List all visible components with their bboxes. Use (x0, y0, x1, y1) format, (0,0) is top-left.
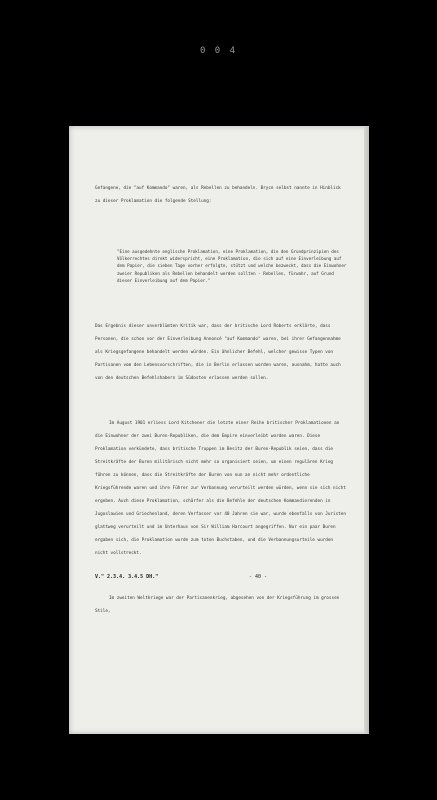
paragraph-2: Im August 1901 erliess Lord Kitchener die letzte einer Reihe britischer Proklamationen an die Einwohner der zwei Buren-Republiken, die dem Empire einverleibt worden waren. Diese Proklamation verkündete, dass britische Truppen im Besitz der Buren-Republik seien, dass die Streitkräfte der Buren militärisch nicht mehr so organisiert seien, um einen regulären Krieg führen zu können, dass die Streitkräfte der Buren von nun an nicht mehr ordentliche Kriegsführende waren und ihre Führer zur Verbannung verurteilt werden würden, wenn sie sich nicht ergeben. Auch diese Proklamation, schärfer als die Befehle der deutschen Kommandierenden in Jugoslawien und Griechenland, deren Verfasser vor 40 Jahren sie war, wurde ebenfalls von Juristen glattweg verurteilt und im Unterhaus von Sir William Harcourt angegriffen. Nur ein paar Buren ergaben sich, die Proklamation wurde zum toten Buchstaben, und die Verbannungsurteile wurden nicht vollstreckt. (95, 421, 349, 557)
block-quote: "Eine ausgedehnte englische Proklamation, eine Proklamation, die den Grundprinzipien des Völkerrechtes direkt widerspricht, eine Proklamation, die sich auf eine Einverleibung auf dem Papier, die sieben Tage vorher erfolgte, stützt und welche bezweckt, dass die Einwohner zweier Republiken als Rebellen behandelt werden sollten - Rebellen, fürwahr, auf Grund dieser Einverleibung auf dem Papier." (117, 249, 349, 283)
document-code: V." 2.3.4. 3.4.5 DH." (95, 574, 159, 580)
page-footer (95, 574, 345, 580)
frame-number: 0 0 4 (199, 46, 238, 56)
paragraph-intro: Gefangene, die "auf Kommando" waren, als Rebellen zu behandeln. Bryce selbst nannte in Hinblick zu dieser Proklamation die folgende Stellung: (95, 186, 344, 204)
paragraph-1: Das Ergebnis dieser unverblümten Kritik war, dass der britische Lord Roberts erklärte, dass Personen, die schon vor der Einverleibung Annoncé "auf Kommando" waren, bei ihrer Gefangennahme als Kriegsgefangene behandelt werden würden. Ein ähnlicher Befehl, welcher gewisse Typen von Partisanen vom den Lebensvorschriften, die in Berlin erlassen worden waren, ausnahm, hatte auch von den deutschen Befehlshabern im Südosten erlassen werden sollen. (95, 324, 344, 382)
paragraph-3: Im zweiten Weltkriege war der Partisanenkrieg, abgesehen von der Kriegsführung im grossen Stile, (95, 596, 342, 615)
page-edge (364, 126, 369, 734)
page-number: - 40 - (248, 574, 267, 580)
document-page (69, 126, 369, 734)
